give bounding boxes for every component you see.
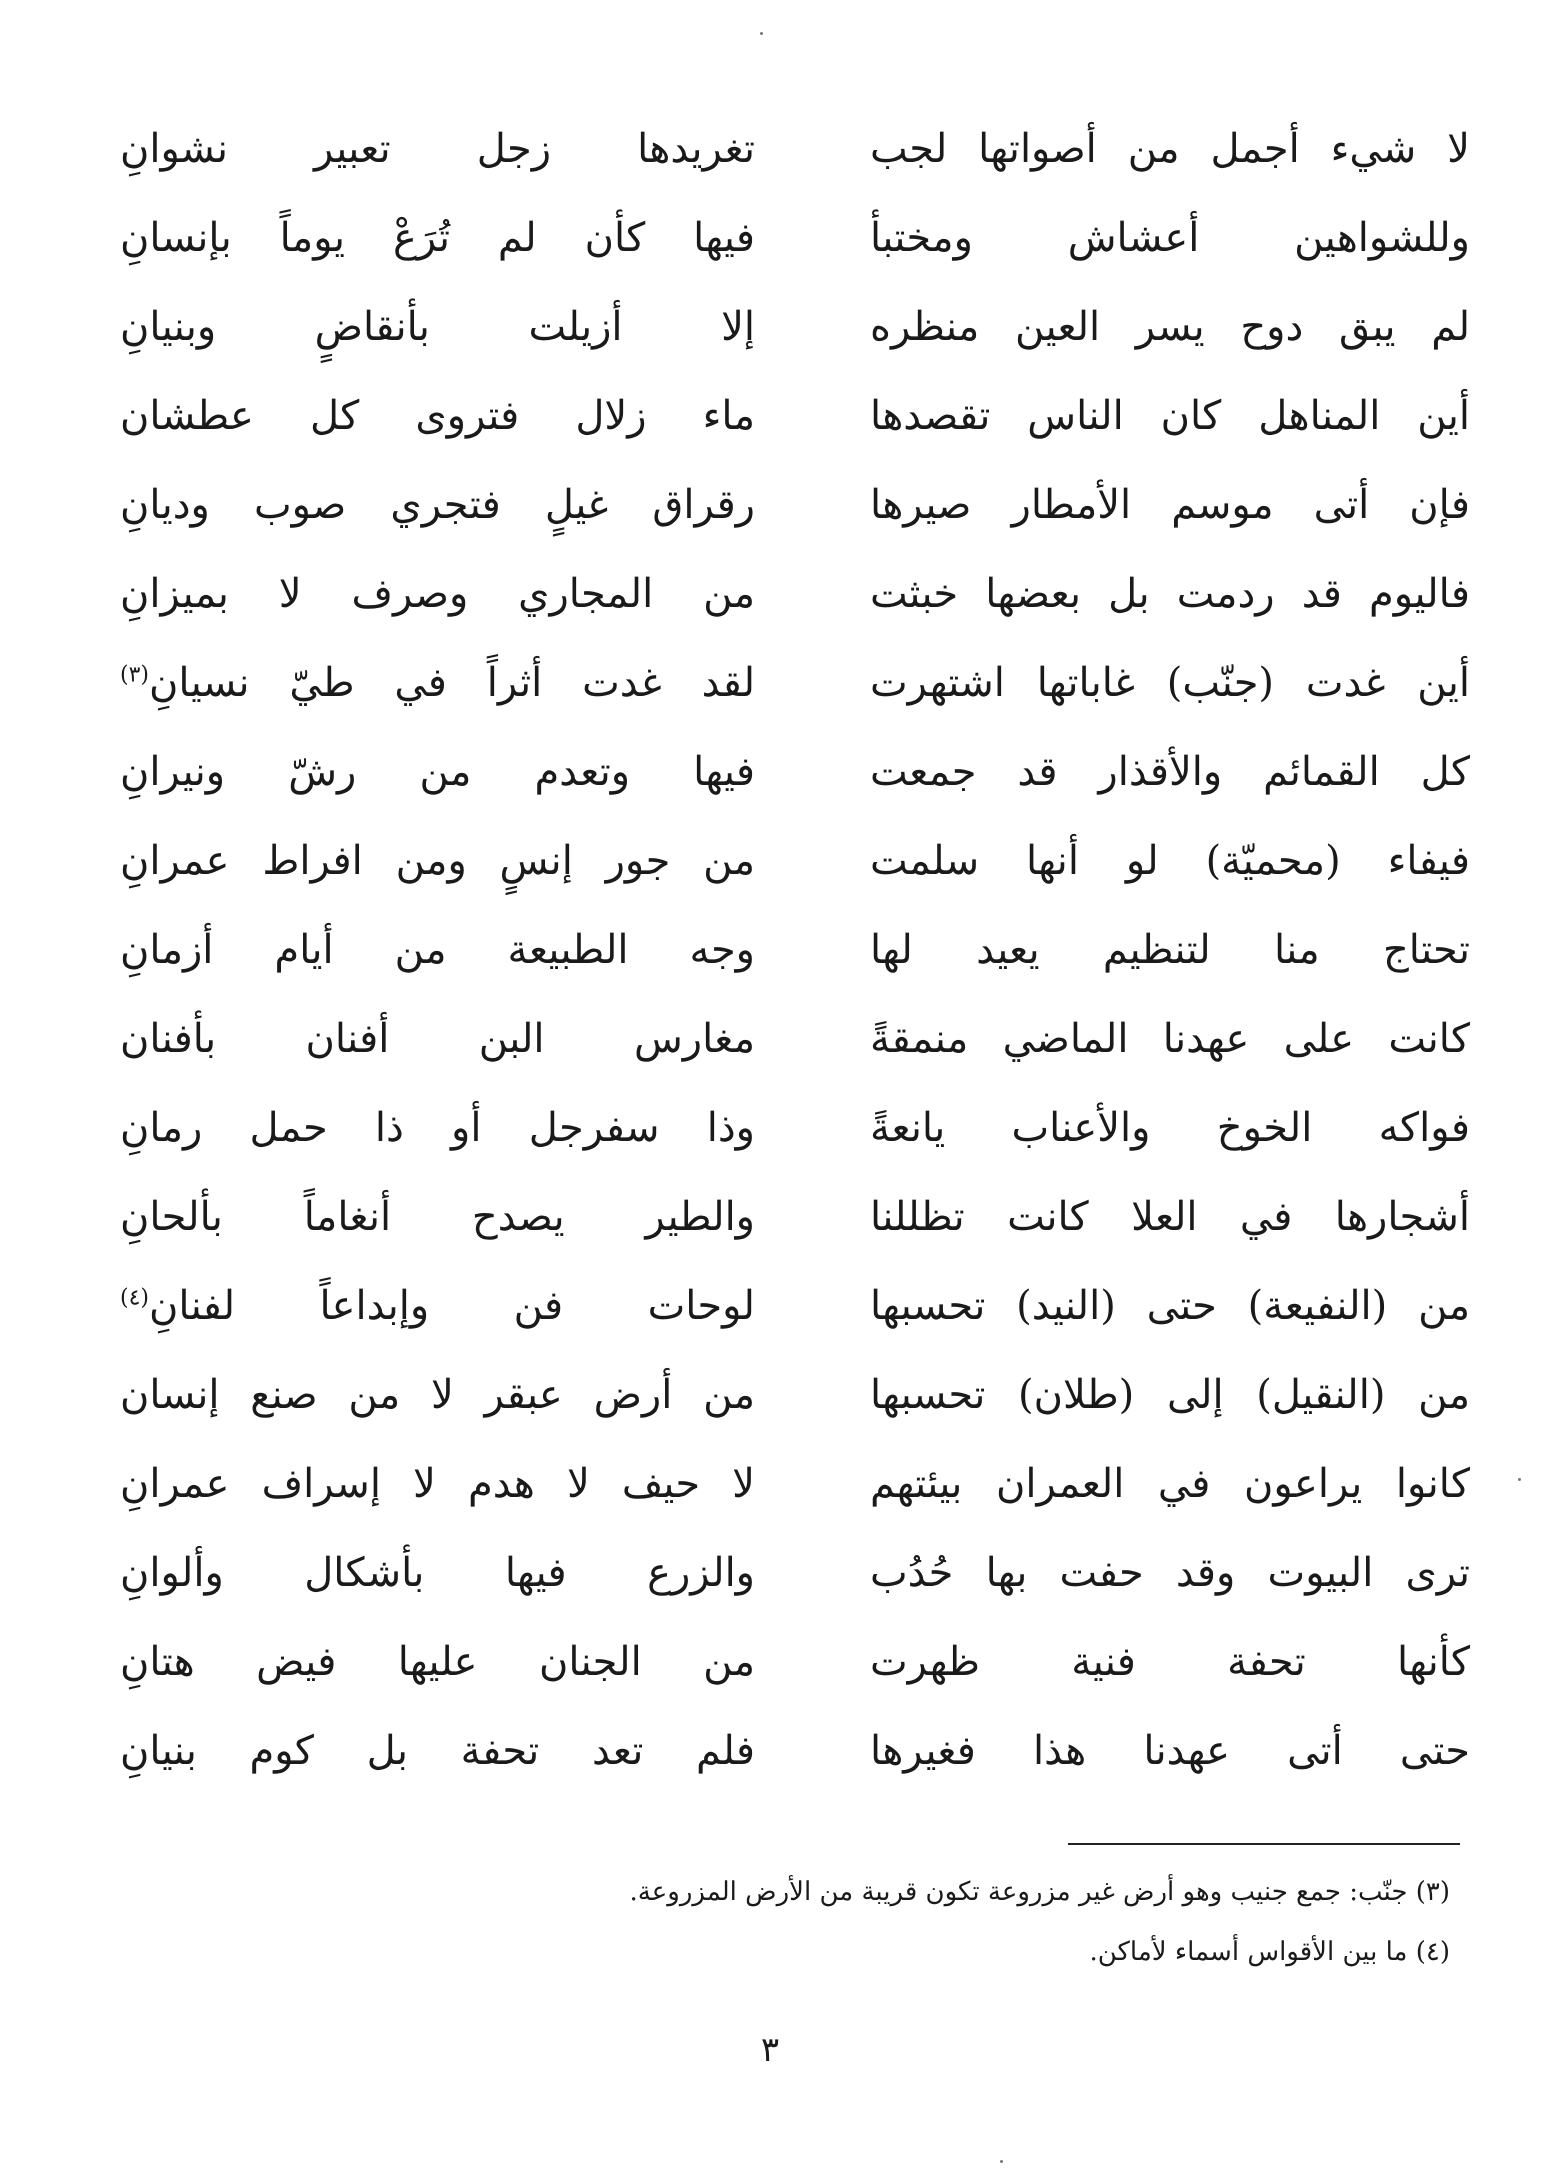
scan-speck <box>760 32 763 35</box>
verse-first-hemistich: ترى البيوت وقد حفت بها حُدُب <box>870 1550 1470 1596</box>
verse-row <box>120 105 1470 194</box>
verse-second-hemistich: وجه الطبيعة من أيام أزمانِ <box>120 927 755 973</box>
verse-second-hemistich: من المجاري وصرف لا بميزانِ <box>120 571 755 617</box>
verse-first-hemistich: تحتاج منا لتنظيم يعيد لها <box>870 927 1470 973</box>
verse-row <box>120 1618 1470 1707</box>
verse-second-hemistich: ماء زلال فتروى كل عطشان <box>120 393 755 439</box>
verse-first-hemistich: لم يبق دوح يسر العين منظره <box>870 304 1470 350</box>
verse-first-hemistich: من (النفيعة) حتى (النيد) تحسبها <box>870 1283 1470 1329</box>
verse-row <box>120 1707 1470 1796</box>
verse-row <box>120 1173 1470 1262</box>
scan-speck <box>1000 2160 1003 2163</box>
scan-speck <box>1518 1478 1521 1481</box>
verse-second-hemistich: لا حيف لا هدم لا إسراف عمرانِ <box>120 1461 755 1507</box>
verse-first-hemistich: فواكه الخوخ والأعناب يانعةً <box>870 1105 1470 1151</box>
footnote: (٣) جنّب: جمع جنيب وهو أرض غير مزروعة تكون قريبة من الأرض المزروعة. <box>629 1877 1450 1907</box>
verse-first-hemistich: وللشواهين أعشاش ومختبأ <box>870 215 1470 261</box>
verse-second-hemistich: إلا أزيلت بأنقاضٍ وبنيانِ <box>120 304 755 350</box>
verse-row <box>120 283 1470 372</box>
verse-first-hemistich: فإن أتى موسم الأمطار صيرها <box>870 482 1470 528</box>
verse-first-hemistich: أشجارها في العلا كانت تظللنا <box>870 1194 1470 1240</box>
verse-second-hemistich: من جور إنسٍ ومن افراط عمرانِ <box>120 838 755 884</box>
verse-second-hemistich: فيها كأن لم تُرَعْ يوماً بإنسانِ <box>120 215 755 261</box>
verse-first-hemistich: كانوا يراعون في العمران بيئتهم <box>870 1461 1470 1507</box>
verse-row <box>120 550 1470 639</box>
verse-second-hemistich: والزرع فيها بأشكال وألوانِ <box>120 1550 755 1596</box>
footnote-separator <box>1068 1843 1460 1845</box>
verse-row <box>120 817 1470 906</box>
verse-row <box>120 194 1470 283</box>
verse-second-hemistich: رقراق غيلٍ فتجري صوب وديانِ <box>120 482 755 528</box>
verse-first-hemistich: من (النقيل) إلى (طلان) تحسبها <box>870 1372 1470 1418</box>
verse-row <box>120 639 1470 728</box>
verse-second-hemistich: من الجنان عليها فيض هتانِ <box>120 1639 755 1685</box>
verse-second-hemistich: والطير يصدح أنغاماً بألحانِ <box>120 1194 755 1240</box>
verse-row <box>120 1262 1470 1351</box>
verse-row <box>120 461 1470 550</box>
verse-first-hemistich: كأنها تحفة فنية ظهرت <box>870 1639 1470 1685</box>
verse-first-hemistich: أين غدت (جنّب) غاباتها اشتهرت <box>870 660 1470 706</box>
verse-row <box>120 906 1470 995</box>
page-number: ٣ <box>760 2030 780 2070</box>
verse-row <box>120 1351 1470 1440</box>
verse-second-hemistich: فلم تعد تحفة بل كوم بنيانِ <box>120 1728 755 1774</box>
verse-first-hemistich: حتى أتى عهدنا هذا فغيرها <box>870 1728 1470 1774</box>
verse-row <box>120 728 1470 817</box>
poem-body <box>120 105 1470 1796</box>
verse-row <box>120 1529 1470 1618</box>
verse-second-hemistich: وذا سفرجل أو ذا حمل رمانِ <box>120 1105 755 1151</box>
verse-first-hemistich: لا شيء أجمل من أصواتها لجب <box>870 126 1470 172</box>
verse-first-hemistich: كل القمائم والأقذار قد جمعت <box>870 749 1470 795</box>
verse-second-hemistich: لوحات فن وإبداعاً لفنانِ$^{(٤)}$ <box>120 1283 755 1329</box>
verse-row <box>120 1440 1470 1529</box>
footnote: (٤) ما بين الأقواس أسماء لأماكن. <box>1089 1937 1450 1967</box>
verse-second-hemistich: من أرض عبقر لا من صنع إنسان <box>120 1372 755 1418</box>
verse-second-hemistich: مغارس البن أفنان بأفنان <box>120 1016 755 1062</box>
verse-second-hemistich: لقد غدت أثراً في طيّ نسيانِ$^{(٣)}$ <box>120 660 755 706</box>
verse-second-hemistich: تغريدها زجل تعبير نشوانِ <box>120 126 755 172</box>
verse-first-hemistich: فاليوم قد ردمت بل بعضها خبثت <box>870 571 1470 617</box>
footnotes <box>300 1862 1450 1982</box>
verse-first-hemistich: فيفاء (محميّة) لو أنها سلمت <box>870 838 1470 884</box>
verse-second-hemistich: فيها وتعدم من رشّ ونيرانِ <box>120 749 755 795</box>
footnote-reference: (٤) <box>120 1285 150 1311</box>
verse-row <box>120 1084 1470 1173</box>
verse-row <box>120 995 1470 1084</box>
verse-first-hemistich: كانت على عهدنا الماضي منمقةً <box>870 1016 1470 1062</box>
verse-row <box>120 372 1470 461</box>
footnote-reference: (٣) <box>120 662 150 688</box>
verse-first-hemistich: أين المناهل كان الناس تقصدها <box>870 393 1470 439</box>
